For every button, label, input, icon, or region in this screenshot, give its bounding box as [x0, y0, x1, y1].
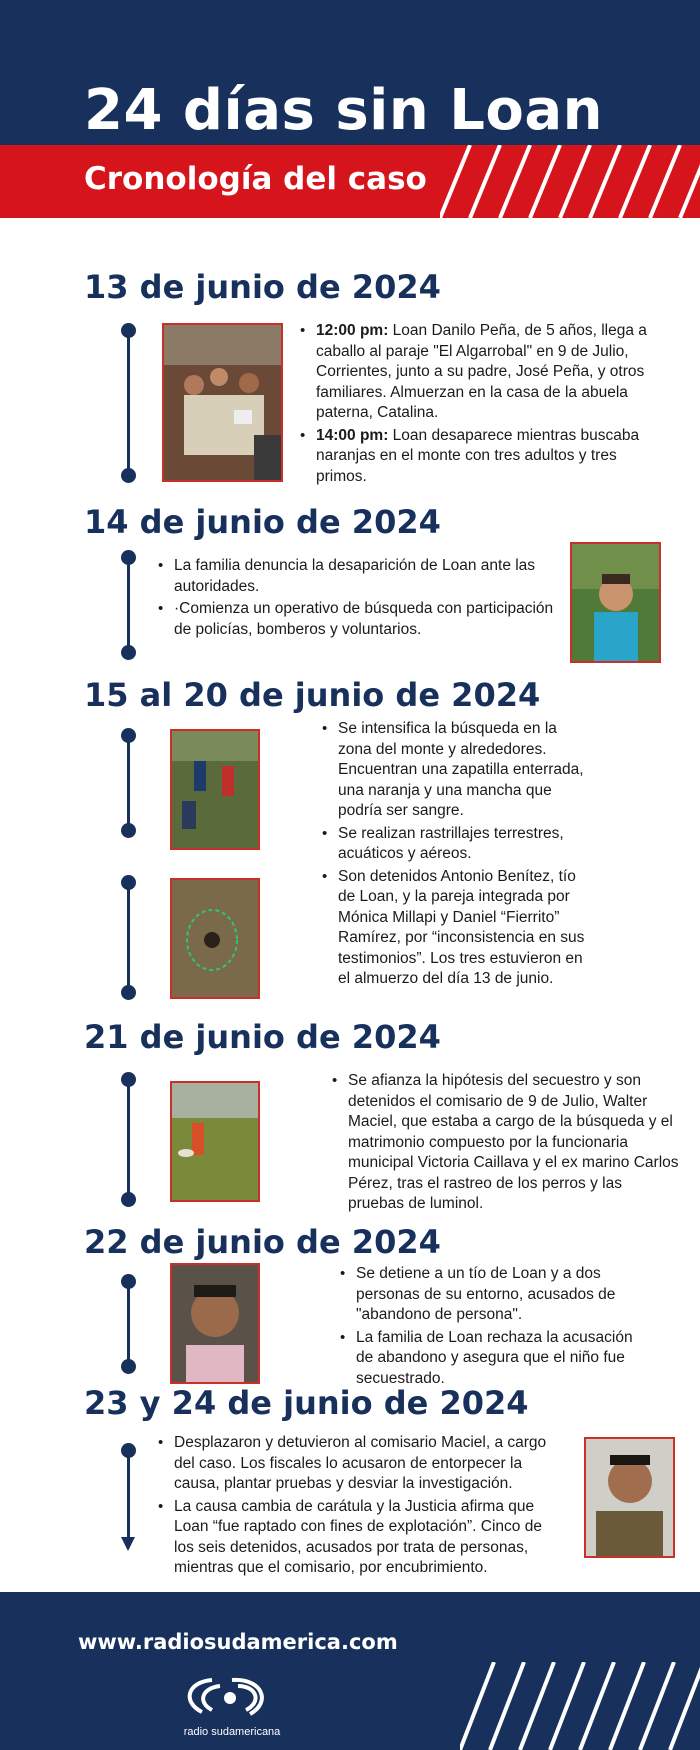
list-item: • 14:00 pm: Loan desaparece mientras buscaba naranjas en el monte con tres adultos y tres primos. — [298, 426, 668, 488]
header-banner — [0, 0, 700, 218]
decorative-stripes — [440, 145, 700, 218]
photo-evidence — [170, 878, 260, 999]
list-item: • ·Comienza un operativo de búsqueda con participación de policías, bomberos y voluntarios. — [156, 599, 556, 640]
timeline-marker — [121, 1274, 137, 1374]
page-title: 24 días sin Loan — [84, 78, 604, 143]
section-date-2: 14 de junio de 2024 — [84, 503, 441, 541]
timeline-arrow — [121, 1443, 137, 1553]
bullet-list-6 — [156, 1433, 566, 1581]
list-item: • Son detenidos Antonio Benítez, tío de Loan, y la pareja integrada por Mónica Millapi y Daniel “Fierrito” Ramírez, por “inconsistencia en sus testimonios”. Los tres estuvieron en el almuerzo del día 13 de junio. — [320, 867, 590, 990]
section-date-4: 21 de junio de 2024 — [84, 1018, 441, 1056]
list-item: • Se detiene a un tío de Loan y a dos personas de su entorno, acusados de "abandono de persona". — [338, 1264, 638, 1326]
section-date-1: 13 de junio de 2024 — [84, 268, 441, 306]
timeline-marker — [121, 550, 137, 660]
bullet-list-2 — [156, 556, 556, 642]
list-item: • La causa cambia de carátula y la Justicia afirma que Loan “fue raptado con fines de explotación”. Cinco de los seis detenidos, acusados por trata de personas, mientras que el comisario, por encubrimiento. — [156, 1497, 566, 1579]
list-item: • 12:00 pm: Loan Danilo Peña, de 5 años, llega a caballo al paraje "El Algarrobal" en 9 de Julio, Corrientes, junto a su padre, José Peña, y otros familiares. Almuerzan en la casa de la abuela paterna, Catalina. — [298, 321, 668, 424]
list-item: • La familia de Loan rechaza la acusación de abandono y asegura que el niño fue secuestrado. — [338, 1328, 638, 1390]
photo-detained-man — [170, 1263, 260, 1384]
list-item: • La familia denuncia la desaparición de Loan ante las autoridades. — [156, 556, 556, 597]
photo-search-team — [170, 729, 260, 850]
logo-icon — [172, 1672, 292, 1724]
photo-loan-child — [570, 542, 661, 663]
bullet-list-3 — [320, 719, 590, 992]
timeline-marker — [121, 323, 137, 483]
list-item: • Se intensifica la búsqueda en la zona del monte y alrededores. Encuentran una zapatilla enterrada, una naranja y una mancha que podría ser sangre. — [320, 719, 590, 822]
bullet-list-5 — [338, 1264, 638, 1391]
radio-logo — [172, 1672, 292, 1744]
timeline-marker — [121, 1072, 137, 1207]
photo-family-lunch — [162, 323, 283, 482]
bullet-list-1 — [298, 321, 668, 489]
bullet-list-4 — [330, 1071, 680, 1217]
decorative-stripes — [460, 1662, 700, 1750]
website-link[interactable]: www.radiosudamerica.com — [78, 1630, 398, 1654]
list-item: • Se afianza la hipótesis del secuestro y son detenidos el comisario de 9 de Julio, Walter Maciel, que estaba a cargo de la búsqueda y el matrimonio compuesto por la funcionaria municipal Victoria Caillava y el ex marino Carlos Pérez, tras el rastreo de los perros y las pruebas de luminol. — [330, 1071, 680, 1215]
section-date-6: 23 y 24 de junio de 2024 — [84, 1384, 529, 1422]
timeline-marker — [121, 875, 137, 1000]
footer — [0, 1592, 700, 1750]
page-subtitle: Cronología del caso — [84, 161, 427, 197]
section-date-3: 15 al 20 de junio de 2024 — [84, 676, 541, 714]
photo-commissioner — [584, 1437, 675, 1558]
section-date-5: 22 de junio de 2024 — [84, 1223, 441, 1261]
list-item: • Desplazaron y detuvieron al comisario Maciel, a cargo del caso. Los fiscales lo acusaron de entorpecer la causa, plantar pruebas y desviar la investigación. — [156, 1433, 566, 1495]
subtitle-band — [0, 145, 700, 218]
list-item: • Se realizan rastrillajes terrestres, acuáticos y aéreos. — [320, 824, 590, 865]
photo-dog-search — [170, 1081, 260, 1202]
logo-text: radio sudamericana — [183, 1726, 281, 1738]
timeline-marker — [121, 728, 137, 838]
